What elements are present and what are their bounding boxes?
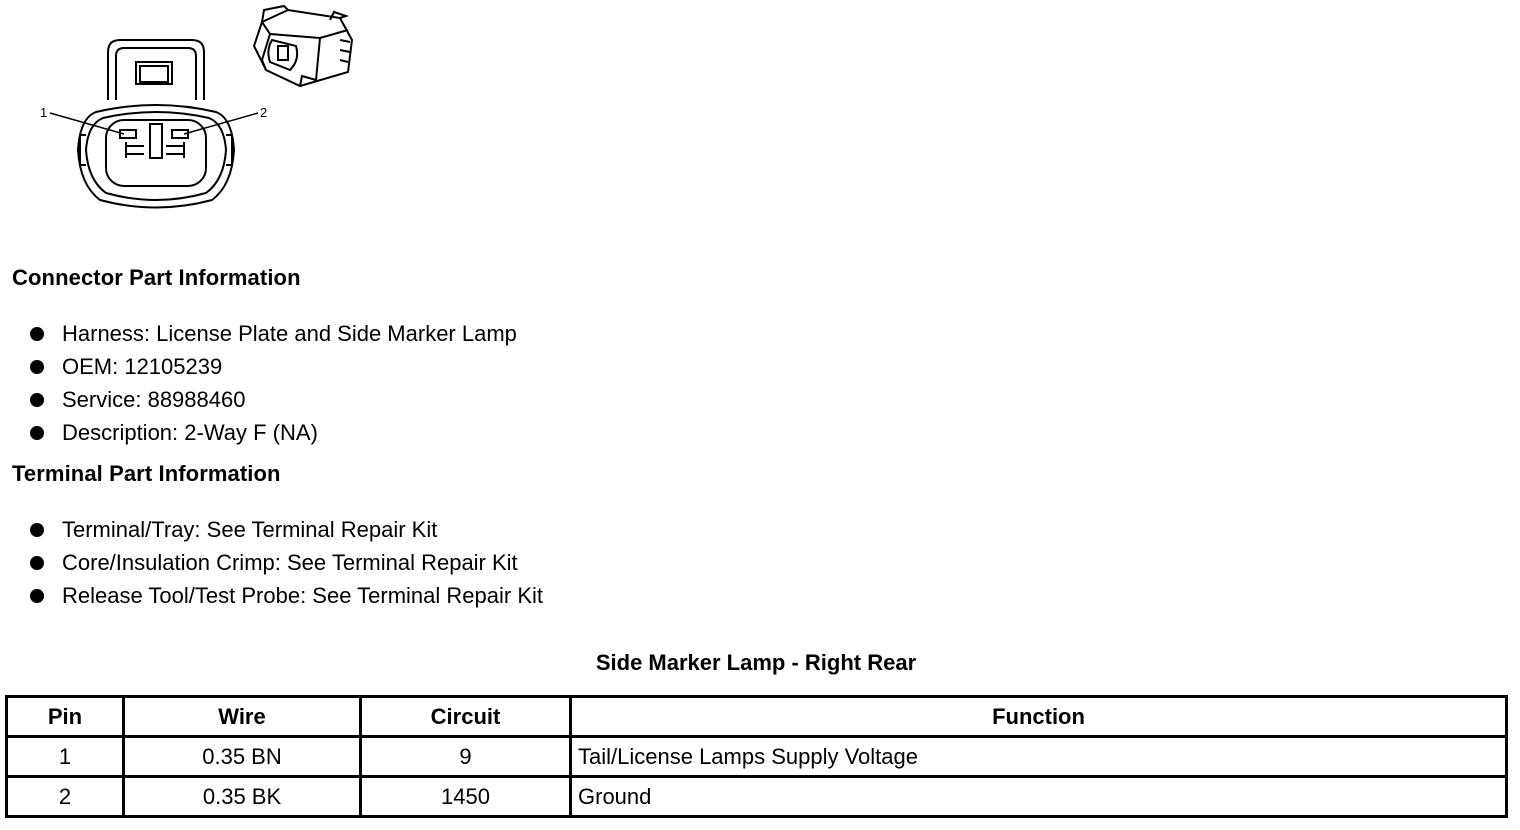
column-header-pin: Pin <box>7 697 124 737</box>
cell-pin: 1 <box>7 737 124 777</box>
pin-2-label: 2 <box>260 105 268 120</box>
bullet-icon <box>30 589 44 603</box>
table-row <box>7 777 1507 817</box>
cell-wire: 0.35 BK <box>124 777 361 817</box>
connector-diagram <box>0 0 380 220</box>
pinout-table <box>5 695 1508 818</box>
pin-1-label: 1 <box>40 105 48 120</box>
bullet-icon <box>30 393 44 407</box>
bullet-icon <box>30 523 44 537</box>
list-item: Terminal/Tray: See Terminal Repair Kit <box>30 513 543 546</box>
connector-part-info-list <box>30 317 517 449</box>
cell-wire: 0.35 BN <box>124 737 361 777</box>
table-header-row <box>7 697 1507 737</box>
cell-pin: 2 <box>7 777 124 817</box>
cell-function: Tail/License Lamps Supply Voltage <box>571 737 1507 777</box>
list-item: Description: 2-Way F (NA) <box>30 416 517 449</box>
column-header-circuit: Circuit <box>361 697 571 737</box>
bullet-icon <box>30 426 44 440</box>
column-header-wire: Wire <box>124 697 361 737</box>
cell-circuit: 9 <box>361 737 571 777</box>
terminal-part-info-title: Terminal Part Information <box>12 461 281 486</box>
list-item: Service: 88988460 <box>30 383 517 416</box>
list-item: Release Tool/Test Probe: See Terminal Repair Kit <box>30 579 543 612</box>
table-title: Side Marker Lamp - Right Rear <box>595 650 917 675</box>
list-item: Core/Insulation Crimp: See Terminal Repair Kit <box>30 546 543 579</box>
cell-circuit: 1450 <box>361 777 571 817</box>
bullet-icon <box>30 360 44 374</box>
column-header-function: Function <box>571 697 1507 737</box>
list-item: OEM: 12105239 <box>30 350 517 383</box>
bullet-icon <box>30 327 44 341</box>
connector-isometric-view <box>254 6 352 86</box>
cell-function: Ground <box>571 777 1507 817</box>
connector-part-info-title: Connector Part Information <box>12 265 301 290</box>
terminal-part-info-list <box>30 513 543 612</box>
list-item: Harness: License Plate and Side Marker Lamp <box>30 317 517 350</box>
bullet-icon <box>30 556 44 570</box>
table-row <box>7 737 1507 777</box>
